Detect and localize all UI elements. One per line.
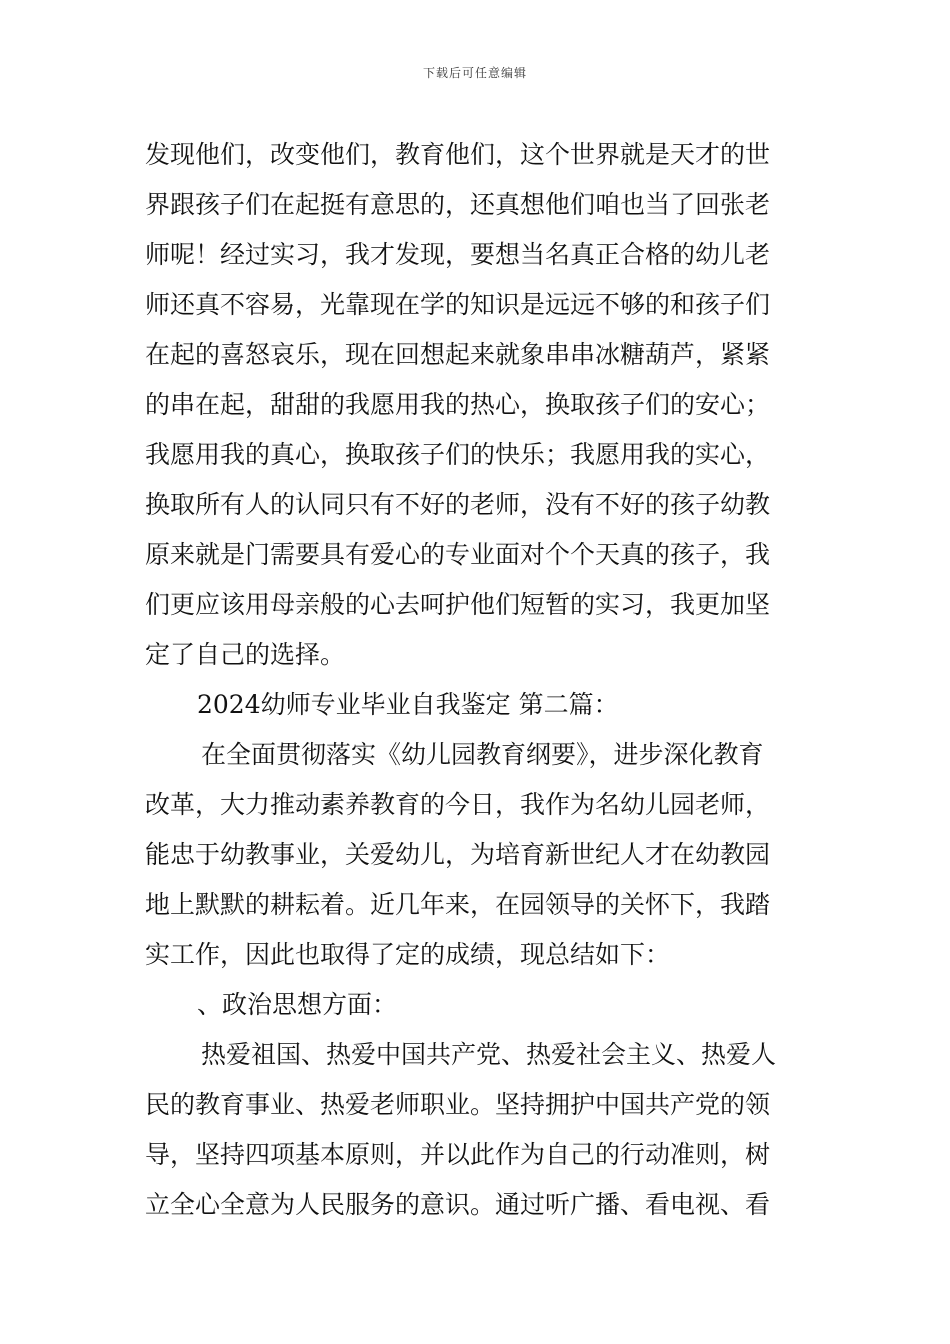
text-line: 在起的喜怒哀乐，现在回想起来就象串串冰糖葫芦，紧紧 xyxy=(145,340,771,369)
text-line: 定了自己的选择。 xyxy=(145,640,346,669)
text-line: 的串在起，甜甜的我愿用我的热心，换取孩子们的安心； xyxy=(145,390,771,419)
document-body xyxy=(145,130,810,1230)
subsection-heading: 、政治思想方面： xyxy=(197,990,398,1019)
text-line: 民的教育事业、热爱老师职业。坚持拥护中国共产党的领 xyxy=(145,1090,771,1119)
text-line: 实工作，因此也取得了定的成绩，现总结如下： xyxy=(145,940,671,969)
text-line: 我愿用我的真心，换取孩子们的快乐；我愿用我的实心， xyxy=(145,440,771,469)
text-line: 立全心全意为人民服务的意识。通过听广播、看电视、看 xyxy=(145,1190,771,1219)
text-line: 地上默默的耕耘着。近几年来，在园领导的关怀下，我踏 xyxy=(145,890,771,919)
section-heading: 2024幼师专业毕业自我鉴定 第二篇： xyxy=(197,690,619,719)
text-line: 们更应该用母亲般的心去呵护他们短暂的实习，我更加坚 xyxy=(145,590,771,619)
text-line: 改革，大力推动素养教育的今日，我作为名幼儿园老师， xyxy=(145,790,771,819)
text-line: 原来就是门需要具有爱心的专业面对个个天真的孩子，我 xyxy=(145,540,771,569)
text-line: 导，坚持四项基本原则，并以此作为自己的行动准则，树 xyxy=(145,1140,771,1169)
text-line: 发现他们，改变他们，教育他们，这个世界就是天才的世 xyxy=(145,140,771,169)
page-header: 下载后可任意编辑 xyxy=(422,66,527,80)
text-line: 能忠于幼教事业，关爱幼儿，为培育新世纪人才在幼教园 xyxy=(145,840,771,869)
text-line: 热爱祖国、热爱中国共产党、热爱社会主义、热爱人 xyxy=(201,1040,777,1069)
text-line: 在全面贯彻落实《幼儿园教育纲要》，进步深化教育 xyxy=(201,740,764,769)
text-line: 界跟孩子们在起挺有意思的，还真想他们咱也当了回张老 xyxy=(145,190,771,219)
text-line: 师呢！经过实习，我才发现，要想当名真正合格的幼儿老 xyxy=(145,240,771,269)
text-line: 师还真不容易，光靠现在学的知识是远远不够的和孩子们 xyxy=(145,290,771,319)
text-line: 换取所有人的认同只有不好的老师，没有不好的孩子幼教 xyxy=(145,490,771,519)
